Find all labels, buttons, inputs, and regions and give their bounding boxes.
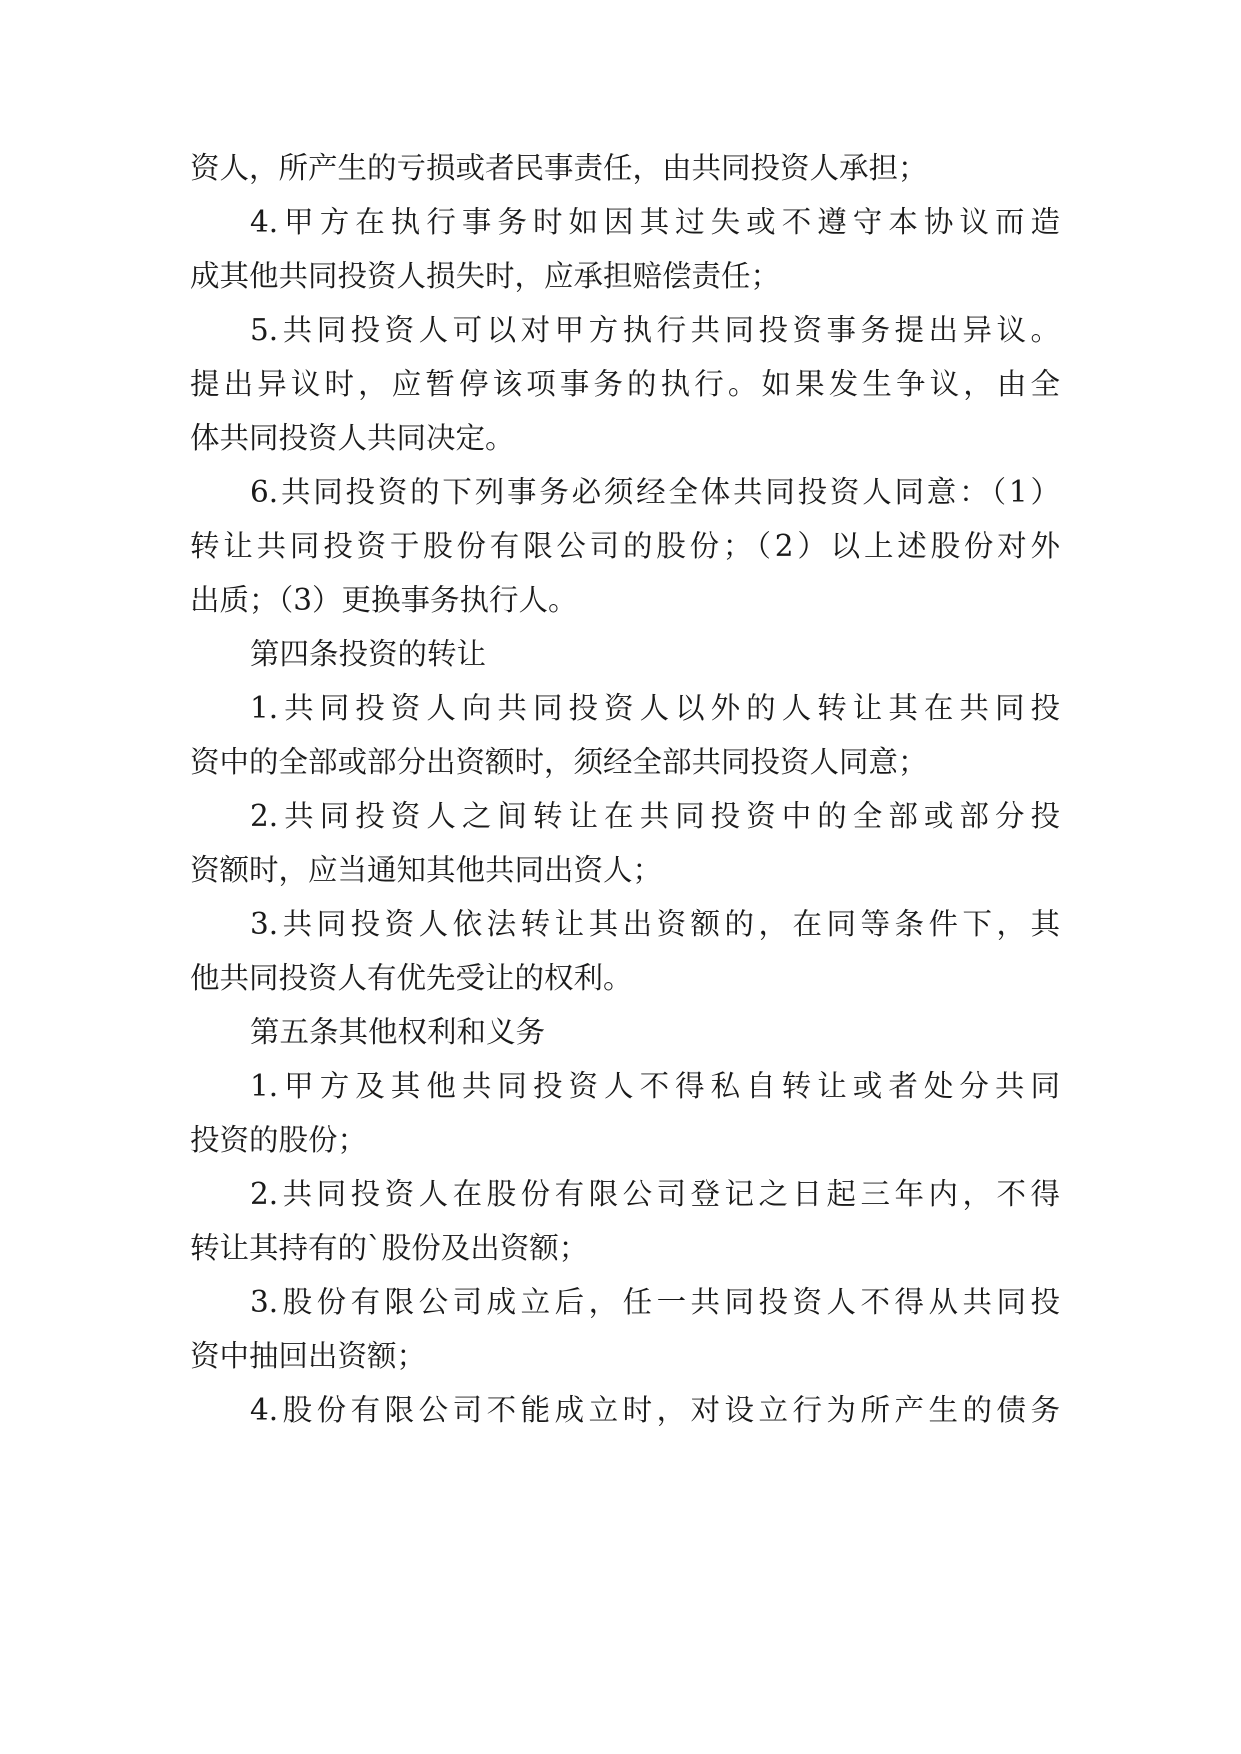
- text-line: 4.甲方在执行事务时如因其过失或不遵守本协议而造: [250, 205, 1060, 239]
- text-line: 资中抽回出资额；: [190, 1339, 427, 1373]
- section-heading: 第四条投资的转让: [250, 637, 487, 671]
- text-line: 他共同投资人有优先受让的权利。: [190, 961, 633, 995]
- text-line: 转让其持有的`股份及出资额；: [190, 1231, 589, 1265]
- text-line: 资中的全部或部分出资额时，须经全部共同投资人同意；: [190, 745, 928, 779]
- text-line: 资额时，应当通知其他共同出资人；: [190, 853, 663, 887]
- section-heading: 第五条其他权利和义务: [250, 1015, 546, 1049]
- text-line: 3.共同投资人依法转让其出资额的，在同等条件下，其: [250, 907, 1060, 941]
- text-line: 3.股份有限公司成立后，任一共同投资人不得从共同投: [250, 1285, 1060, 1319]
- text-line: 4.股份有限公司不能成立时，对设立行为所产生的债务: [250, 1393, 1060, 1427]
- text-line: 投资的股份；: [190, 1123, 368, 1157]
- text-line: 提出异议时，应暂停该项事务的执行。如果发生争议，由全: [190, 367, 1060, 401]
- text-line: 体共同投资人共同决定。: [190, 421, 515, 455]
- text-line: 6.共同投资的下列事务必须经全体共同投资人同意：（1）: [250, 475, 1060, 509]
- text-line: 5.共同投资人可以对甲方执行共同投资事务提出异议。: [250, 313, 1060, 347]
- text-line: 成其他共同投资人损失时，应承担赔偿责任；: [190, 259, 781, 293]
- text-line: 2.共同投资人之间转让在共同投资中的全部或部分投: [250, 799, 1060, 833]
- text-line: 2.共同投资人在股份有限公司登记之日起三年内，不得: [250, 1177, 1060, 1211]
- text-line: 1.甲方及其他共同投资人不得私自转让或者处分共同: [250, 1069, 1060, 1103]
- text-line: 转让共同投资于股份有限公司的股份；（2）以上述股份对外: [190, 529, 1060, 563]
- text-line: 1.共同投资人向共同投资人以外的人转让其在共同投: [250, 691, 1060, 725]
- text-line: 资人，所产生的亏损或者民事责任，由共同投资人承担；: [190, 151, 928, 185]
- text-line: 出质；（3）更换事务执行人。: [190, 583, 578, 617]
